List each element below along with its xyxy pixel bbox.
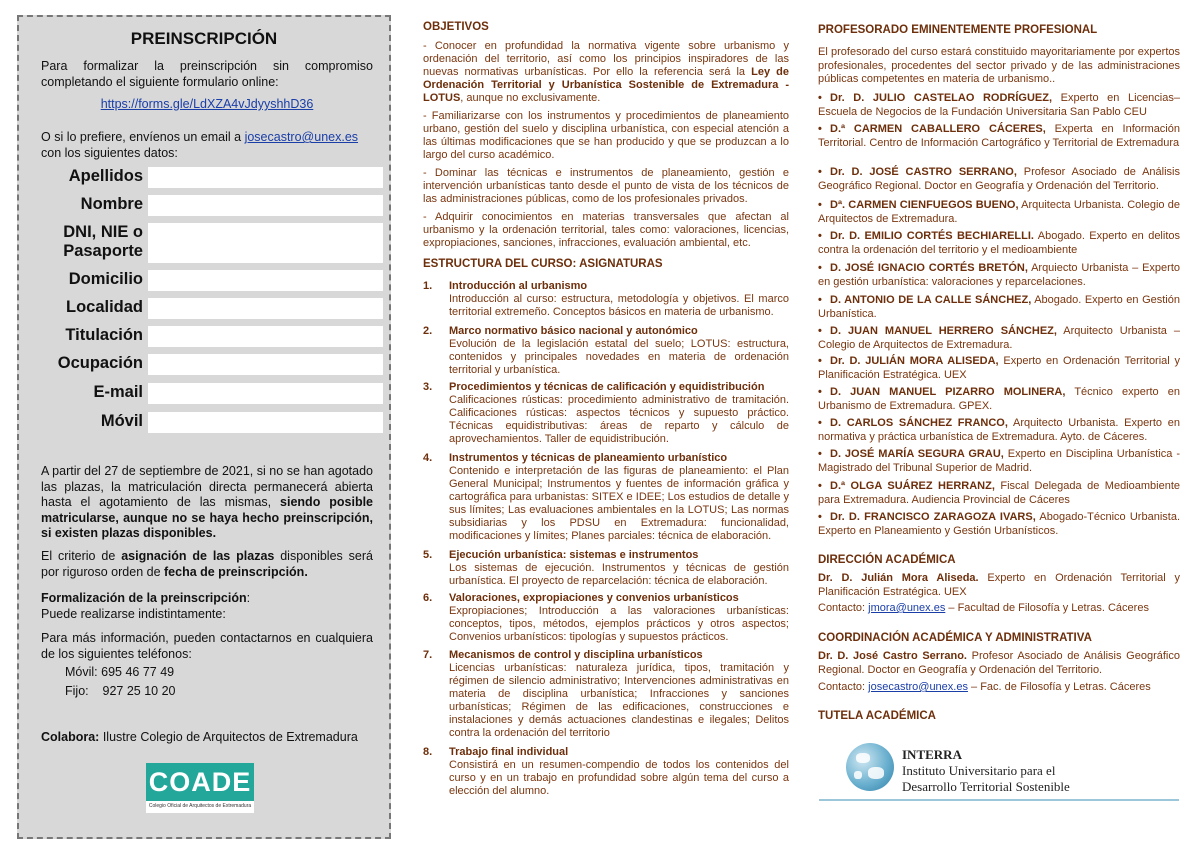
formalizacion-text: Formalización de la preinscripción: Puede realizarse indistintamente: xyxy=(41,591,251,621)
field-label-nombre: Nombre xyxy=(80,195,143,213)
field-box-ocupacion[interactable] xyxy=(148,354,383,375)
estructura-title: ESTRUCTURA DEL CURSO: ASIGNATURAS xyxy=(423,258,663,270)
asignatura-2: 2. Marco normativo básico nacional y autonómico Evolución de la legislación estatal del suelo; LOTUS: estructura, contenidos y principales novedades en materia de ordenación territorial y urbanística. xyxy=(423,325,789,376)
criterio-text: El criterio de asignación de las plazas disponibles será por riguroso orden de fecha de preinscripción. xyxy=(41,549,373,579)
direccion-title: DIRECCIÓN ACADÉMICA xyxy=(818,554,956,566)
professor-10: • D. JUAN MANUEL PIZARRO MOLINERA, Técnico experto en Urbanismo de Extremadura. GPEX. xyxy=(818,386,1180,412)
field-box-movil[interactable] xyxy=(148,412,383,433)
direccion-contact: Contacto: jmora@unex.es – Facultad de Filosofía y Letras. Cáceres xyxy=(818,602,1149,614)
asignatura-6: 6. Valoraciones, expropiaciones y convenios urbanísticos Expropiaciones; Introducción a las valoraciones urbanísticas: conceptos, tipos, métodos, ejemplos prácticos y otros aspectos; Convenios urbanísticos: tipologías y supuestos prácticos. xyxy=(423,592,789,643)
matriculacion-notice: A partir del 27 de septiembre de 2021, si no se han agotado las plazas, la matriculación directa permanecerá abierta hasta el agotamiento de las mismas, siendo posible matricularse, aunque no se haya hecho preinscripción, si existen plazas disponibles. xyxy=(41,464,374,540)
professor-1: • Dr. D. JULIO CASTELAO RODRÍGUEZ, Experto en Licencias– Escuela de Negocios de la Fundación Universitaria San Pablo CEU xyxy=(818,92,1180,118)
phone-movil: Móvil: 695 46 77 49 xyxy=(65,665,175,679)
phone-fijo: Fijo: 927 25 10 20 xyxy=(65,684,176,698)
field-label-apellidos: Apellidos xyxy=(68,167,143,185)
objetivo-3: - Dominar las técnicas e instrumentos de planeamiento, gestión e intervención urbanísticas tanto desde el punto de vista de los técnicos de las administraciones públicas, como de los profesionales privados. xyxy=(423,167,789,205)
professor-13: • D.ª OLGA SUÁREZ HERRANZ, Fiscal Delegada de Medioambiente para Extremadura. Audiencia Provincial de Cáceres xyxy=(818,480,1180,506)
info-text: Para más información, pueden contactarnos en cualquiera de los siguientes teléfonos: xyxy=(41,631,373,661)
objetivo-4: - Adquirir conocimientos en materias transversales que afectan al urbanismo y la ordenación territorial, tales como: valoraciones, licencias, expropiaciones, sanciones, infracciones, evaluación ambiental, etc. xyxy=(423,211,789,249)
asignatura-7: 7. Mecanismos de control y disciplina urbanísticos Licencias urbanísticas: naturaleza jurídica, tipos, tramitación y régimen de silencio administrativo; Intervenciones administrativas en materia de disciplina urbanística; Infracciones y sanciones urbanísticas; Régimen de las edificaciones, construcciones e instalaciones y demás actuaciones clandestinas e ilegales; Delitos contra la ordenación del territorio xyxy=(423,649,789,739)
objetivo-2: - Familiarizarse con los instrumentos y procedimientos de planeamiento urbano, gestión del suelo y disciplina urbanística, con especial atención a las últimas modificaciones que se han producido y que se produzcan a lo largo del curso académico. xyxy=(423,110,789,161)
coordinacion-email-link[interactable]: josecastro@unex.es xyxy=(868,681,968,693)
field-label-movil: Móvil xyxy=(100,412,143,430)
direccion-text: Dr. D. Julián Mora Aliseda. Experto en Ordenación Territorial y Planificación Estratégica. UEX xyxy=(818,572,1181,598)
direccion-email-link[interactable]: jmora@unex.es xyxy=(868,602,946,614)
profesorado-title: PROFESORADO EMINENTEMENTE PROFESIONAL xyxy=(818,24,1098,36)
professor-11: • D. CARLOS SÁNCHEZ FRANCO, Arquitecto Urbanista. Experto en normativa y práctica urbanística de Extremadura. Ayto. de Cáceres. xyxy=(818,417,1180,443)
professor-7: • D. ANTONIO DE LA CALLE SÁNCHEZ, Abogado. Experto en Gestión Urbanística. xyxy=(818,294,1180,320)
form-link[interactable]: https://forms.gle/LdXZA4vJdyyshhD36 xyxy=(100,97,314,111)
professor-9: • Dr. D. JULIÁN MORA ALISEDA, Experto en Ordenación Territorial y Planificación Estratégica. UEX xyxy=(818,355,1180,381)
coade-logo-word: COADE xyxy=(148,767,252,797)
preinscripcion-title: PREINSCRIPCIÓN xyxy=(130,29,278,48)
field-box-apellidos[interactable] xyxy=(148,167,383,188)
professor-14: • Dr. D. FRANCISCO ZARAGOZA IVARS, Abogado-Técnico Urbanista. Experto en Planeamiento y Gestión Urbanísticos. xyxy=(818,511,1180,537)
field-box-dni[interactable] xyxy=(148,223,383,263)
asignatura-4: 4. Instrumentos y técnicas de planeamiento urbanístico Contenido e interpretación de las figuras de planeamiento: el Plan General Municipal; Instrumentos y fuentes de información gráfica y cartográfica para urbanistas: SITEX e IDEE; Los estudios de detalle y sus límites; Las evaluaciones ambientales en la LOTUS; Las normas subsidiarias y los PDSU en Extremadura: funcionalidad, modificaciones y límites; Planes parciales: técnica de elaboración. xyxy=(423,452,789,542)
field-label-ocupacion: Ocupación xyxy=(57,354,143,372)
colabora-text: Colabora: Ilustre Colegio de Arquitectos de Extremadura xyxy=(41,730,358,744)
coordinacion-title: COORDINACIÓN ACADÉMICA Y ADMINISTRATIVA xyxy=(818,632,1092,644)
field-box-titulacion[interactable] xyxy=(148,326,383,347)
field-label-domicilio: Domicilio xyxy=(68,270,143,288)
interra-line2: Desarrollo Territorial Sostenible xyxy=(902,779,1070,794)
field-label-dni: DNI, NIE o Pasaporte xyxy=(63,223,143,260)
asignatura-8: 8. Trabajo final individual Consistirá en un resumen-compendio de todos los contenidos del curso y en un trabajo en profundidad sobre algún tema del curso a elección del alumno. xyxy=(423,746,789,797)
field-label-localidad: Localidad xyxy=(65,298,143,316)
tutela-title: TUTELA ACADÉMICA xyxy=(818,710,936,722)
field-box-domicilio[interactable] xyxy=(148,270,383,291)
email-link[interactable]: josecastro@unex.es xyxy=(244,130,359,144)
coordinacion-contact: Contacto: josecastro@unex.es – Fac. de Filosofía y Letras. Cáceres xyxy=(818,681,1151,693)
asignatura-1: 1. Introducción al urbanismo Introducción al curso: estructura, metodología y objetivos. El marco territorial extremeño. Conceptos básicos en materia de urbanismo. xyxy=(423,280,789,318)
field-label-email: E-mail xyxy=(93,383,143,401)
field-box-email[interactable] xyxy=(148,383,383,404)
professor-2: • D.ª CARMEN CABALLERO CÁCERES, Experta en Información Territorial. Centro de Información Cartográfico y Territorial de Extremadura xyxy=(818,123,1180,149)
objetivo-1: - Conocer en profundidad la normativa vigente sobre urbanismo y ordenación del territorio, así como los principios inspiradores de las nuevas normativas urbanísticas. Por ello la referencia será la Ley de Ordenación Territorial y Urbanística Sostenible de Extremadura - LOTUS, aunque no exclusivamente. xyxy=(423,40,789,104)
field-box-nombre[interactable] xyxy=(148,195,383,216)
professor-12: • D. JOSÉ MARÍA SEGURA GRAU, Experto en Disciplina Urbanística - Magistrado del Tribunal Superior de Madrid. xyxy=(818,448,1181,474)
preinscripcion-intro: Para formalizar la preinscripción sin compromiso completando el siguiente formulario online: xyxy=(41,59,373,89)
globe-icon xyxy=(846,743,894,791)
field-label-titulacion: Titulación xyxy=(65,326,143,344)
asignatura-3: 3. Procedimientos y técnicas de calificación y equidistribución Calificaciones rústicas: procedimiento administrativo de tramitación. Calificaciones rústicas: aspectos técnicos y supuesto práctico. Técnicas equidistributivas: áreas de reparto y cálculo de aprovechamientos. Taller de equidistribución. xyxy=(423,381,789,445)
coade-logo xyxy=(146,763,254,813)
interra-name: INTERRA xyxy=(902,747,962,762)
coordinacion-text: Dr. D. José Castro Serrano. Profesor Asociado de Análisis Geográfico Regional. Doctor en Geografía y Ordenación del Territorio. xyxy=(818,650,1180,676)
professor-4: • Dª. CARMEN CIENFUEGOS BUENO, Arquitecta Urbanista. Colegio de Arquitectos de Extremadura. xyxy=(818,199,1180,225)
coade-logo-sub: Colegio Oficial de Arquitectos de Extremadura xyxy=(148,803,252,809)
professor-5: • Dr. D. EMILIO CORTÉS BECHIARELLI. Abogado. Experto en delitos contra la ordenación del territorio y el medioambiente xyxy=(818,230,1180,256)
interra-divider xyxy=(819,799,1179,801)
professor-6: • D. JOSÉ IGNACIO CORTÉS BRETÓN, Arquiecto Urbanista – Experto en gestión urbanística: valoraciones y reparcelaciones. xyxy=(818,262,1180,288)
objetivos-title: OBJETIVOS xyxy=(423,21,489,33)
preinscripcion-panel xyxy=(17,15,391,839)
profesorado-panel xyxy=(818,24,1180,844)
email-instructions: O si lo prefiere, envíenos un email a josecastro@unex.es con los siguientes datos: xyxy=(41,130,359,160)
objetivos-panel xyxy=(423,21,789,841)
field-box-localidad[interactable] xyxy=(148,298,383,319)
interra-logo xyxy=(846,743,1176,801)
professor-3: • Dr. D. JOSÉ CASTRO SERRANO, Profesor Asociado de Análisis Geográfico Regional. Doctor en Geografía y Ordenación del Territorio. xyxy=(818,166,1180,192)
professor-8: • D. JUAN MANUEL HERRERO SÁNCHEZ, Arquitecto Urbanista – Colegio de Arquitectos de Extremadura. xyxy=(818,325,1180,351)
asignatura-5: 5. Ejecución urbanística: sistemas e instrumentos Los sistemas de ejecución. Instrumentos y técnicas de gestión urbanística. El proyecto de reparcelación: técnica de elaboración. xyxy=(423,549,789,587)
profesorado-intro: El profesorado del curso estará constituido mayoritariamente por expertos profesionales, procedentes del sector privado y de las administraciones públicas competentes en materia de urbanismo.. xyxy=(818,46,1180,85)
interra-line1: Instituto Universitario para el xyxy=(902,763,1056,778)
